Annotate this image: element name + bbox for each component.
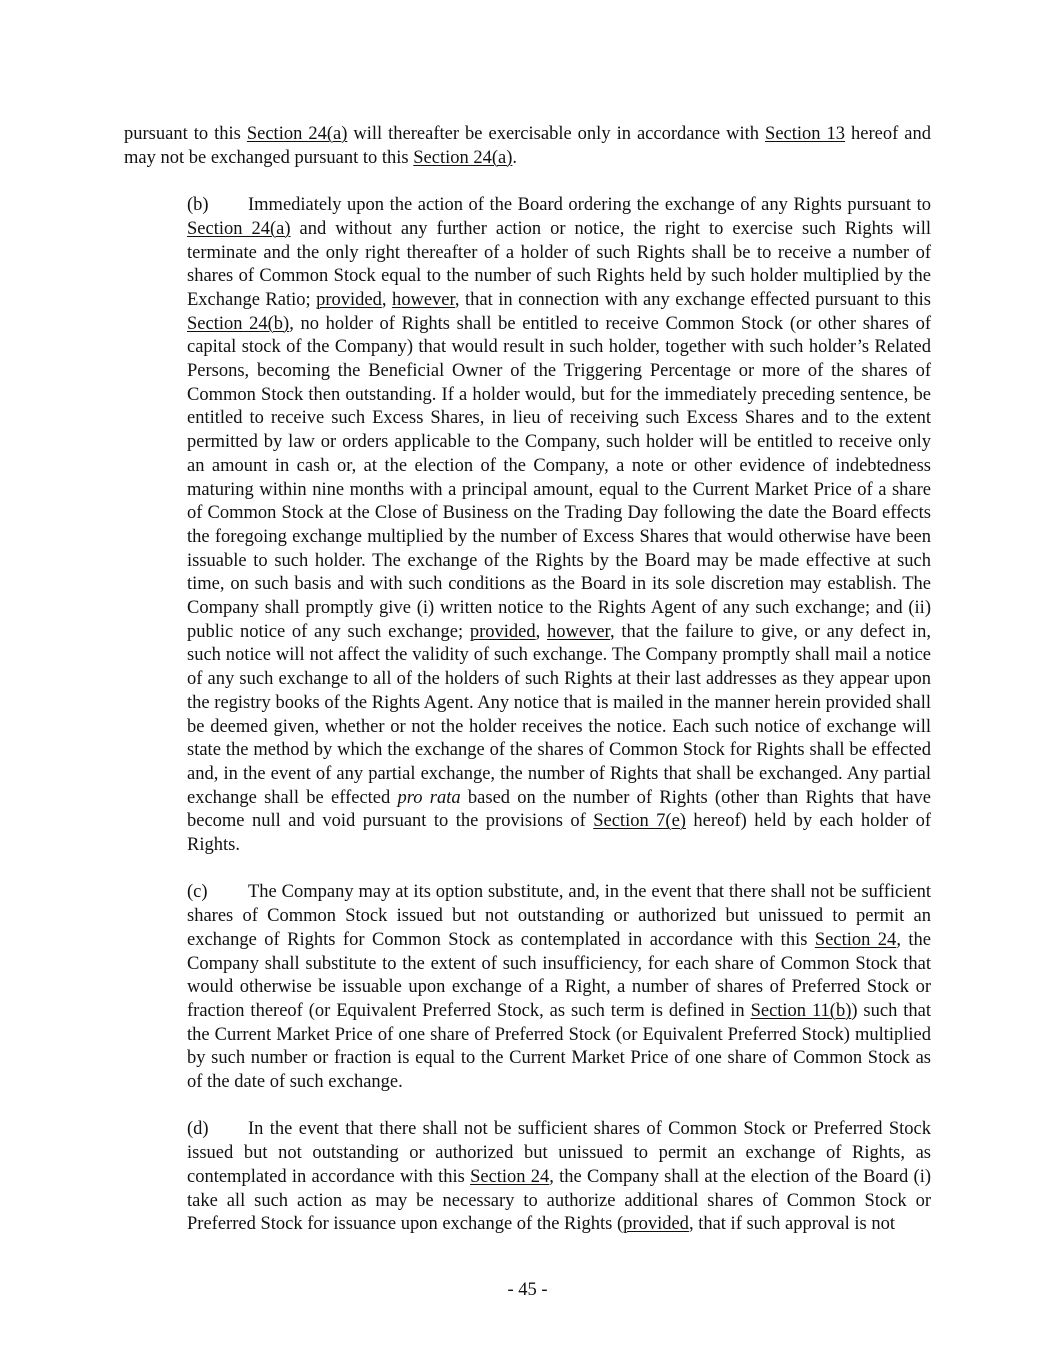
text-run: , that in connection with any exchange effected pursuant to this [454,289,931,310]
text-run: In the event that there shall not be sufficient shares of Common Stock or Preferred Stock issued but not outstanding or authorized but unissued to permit an exchange of Rights, as contemplated in accordance with this [187,1119,931,1187]
provided-term: provided [623,1214,689,1235]
however-term: however [547,621,610,642]
provided-term: provided [469,621,536,642]
text-run: based on the number of Rights (other than Rights that have become null and void pursuant to the provisions of [187,787,931,832]
section-reference-11b: Section 11(b) [750,1000,852,1021]
text-run: hereof and may not be exchanged pursuant to this [124,124,931,168]
text-run: , the Company shall at the election of the Board (i) take all such action as may be necessary to authorize additional shares of Common Stock or Preferred Stock for issuance upon exchange of the Rights ( [187,1166,932,1235]
text-run: , [535,621,547,642]
paragraph-label: (c) [187,882,208,903]
paragraph-continuation [124,123,931,170]
text-run: Immediately upon the action of the Board ordering the exchange of any Rights pursuant to [248,195,931,216]
paragraph-label: (d) [187,1119,209,1140]
paragraph-b [124,194,931,858]
page-number: - 45 - [507,1280,548,1300]
section-reference-24a: Section 24(a) [187,218,291,239]
document-body [124,123,931,1261]
section-reference-24b: Section 24(b) [187,313,290,334]
text-run: hereof) held by each holder of Rights. [187,811,932,856]
text-run: , that the failure to give, or any defect in, such notice will not affect the validity of such exchange. The Company promptly shall mail a notice of any such exchange to all of the holders of such Rights at their last addresses as they appear upon the registry books of the Rights Agent. Any notice that is mailed in the manner herein provided shall be deemed given, whether or not the holder receives the notice. Each such notice of exchange will state the method by which the exchange of the shares of Common Stock for Rights shall be effected and, in the event of any partial exchange, the number of Rights that shall be exchanged. Any partial exchange shall be effected [187,621,931,808]
text-run: ) such that the Current Market Price of one share of Preferred Stock (or Equivalent Preferred Stock) multiplied by such number or fraction is equal to the Current Market Price of one share of Common Stock as of the date of such exchange. [187,1000,931,1093]
section-reference-24a: Section 24(a) [413,147,513,168]
text-run: . [512,147,518,168]
text-run: , [381,289,392,310]
text-run: will thereafter be exercisable only in accordance with [347,124,766,144]
paragraph-d [124,1118,931,1237]
text-run: , no holder of Rights shall be entitled to receive Common Stock (or other shares of capital stock of the Company) that would result in such holder, together with such holder’s Related Persons, becoming the Beneficial Owner of the Triggering Percentage or more of the shares of Common Stock then outstanding. If a holder would, but for the immediately preceding sentence, be entitled to receive such Excess Shares, in lieu of receiving such Excess Shares and to the extent permitted by law or orders applicable to the Company, such holder will be entitled to receive only an amount in cash or, at the election of the Company, a note or other evidence of indebtedness maturing within nine months with a principal amount, equal to the Current Market Price of a share of Common Stock at the Close of Business on the Trading Day following the date the Board effects the foregoing exchange multiplied by the number of Excess Shares that would otherwise have been issuable to such holder. The exchange of the Rights by the Board may be made effective at such time, on such basis and with such conditions as the Board in its sole discretion may establish. The Company shall promptly give (i) written notice to the Rights Agent of any such exchange; and (ii) public notice of any such exchange; [187,313,931,642]
section-reference-24a: Section 24(a) [246,124,348,144]
however-term: however [391,289,455,310]
section-reference-13: Section 13 [765,124,846,144]
section-reference-24: Section 24 [814,929,897,950]
paragraph-label: (b) [187,195,209,216]
section-reference-24: Section 24 [470,1166,550,1187]
pro-rata-term: pro rata [397,787,461,808]
text-run: , that if such approval is not [688,1214,895,1235]
paragraph-c [124,881,931,1094]
text-run: , the Company shall substitute to the extent of such insufficiency, for each share of Common Stock that would otherwise be issuable upon exchange of a Right, a number of shares of Preferred Stock or fraction thereof (or Equivalent Preferred Stock, as such term is defined in [187,929,931,1021]
text-run: pursuant to this [124,124,247,144]
text-run: and without any further action or notice, the right to exercise such Rights will terminate and the only right thereafter of a holder of such Rights shall be to receive a number of shares of Common Stock equal to the number of such Rights held by such holder multiplied by the Exchange Ratio; [187,218,931,310]
provided-term: provided [316,289,382,310]
section-reference-7e: Section 7(e) [593,811,686,832]
text-run: The Company may at its option substitute, and, in the event that there shall not be sufficient shares of Common Stock issued but not outstanding or authorized but unissued to permit an exchange of Rights for Common Stock as contemplated in accordance with this [187,882,931,950]
